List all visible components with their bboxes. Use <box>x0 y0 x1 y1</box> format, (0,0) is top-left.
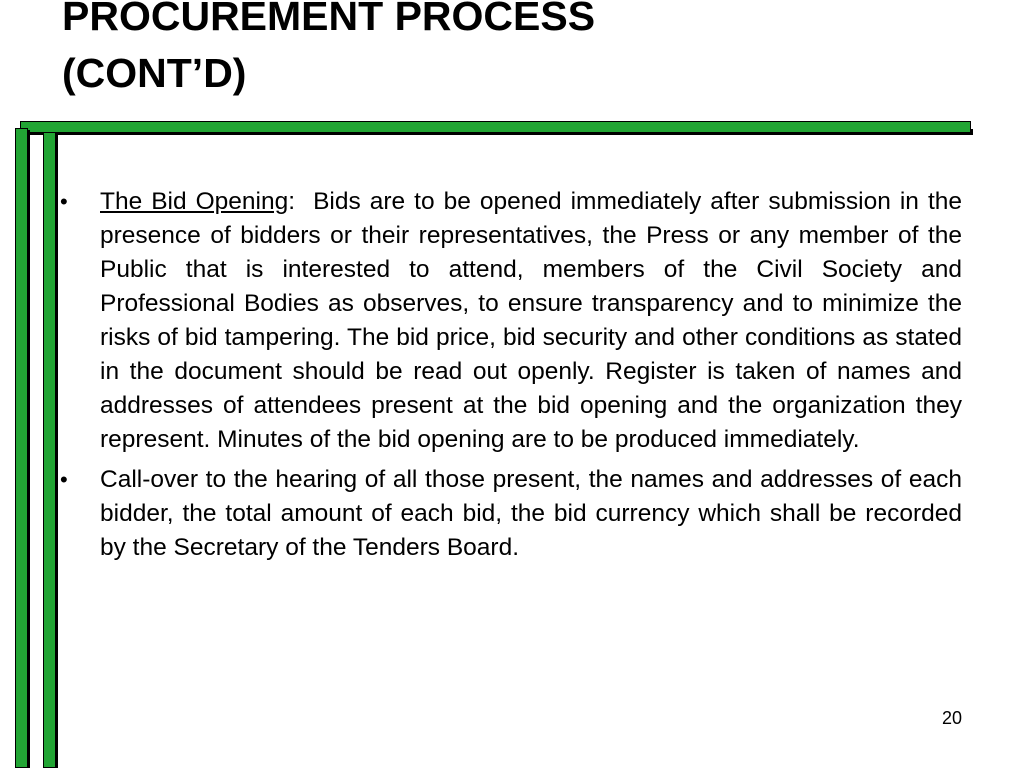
bullet-icon: • <box>60 467 68 492</box>
bullet-item-call-over <box>60 463 962 565</box>
slide-title: PROCUREMENT PROCESS (CONT’D) <box>62 0 596 96</box>
bullet-term: The Bid Opening <box>100 188 289 215</box>
page-number: 20 <box>941 708 962 728</box>
bullet-text: Call-over to the hearing of all those present, the names and addresses of each bidder, the total amount of each bid, the bid currency which shall be recorded by the Secretary of the Tenders Board. <box>100 466 962 561</box>
bullet-icon: • <box>60 189 68 214</box>
bullet-text: Bids are to be opened immediately after submission in the presence of bidders or their representatives, the Press or any member of the Public that is interested to attend, members of the Civil Society and Professional Bodies as observes, to ensure transparency and to minimize the risks of bid tampering. The bid price, bid security and other conditions as stated in the document should be read out openly. Register is taken of names and addresses of attendees present at the bid opening and the organization they represent. Minutes of the bid opening are to be produced immediately. <box>100 188 969 453</box>
left-green-bar-2 <box>43 132 56 768</box>
slide-body <box>60 185 969 571</box>
bullet-separator: : <box>288 188 296 215</box>
top-green-bar <box>20 121 971 133</box>
bullet-item-bid-opening <box>60 185 969 457</box>
left-green-bar-1 <box>15 128 28 768</box>
